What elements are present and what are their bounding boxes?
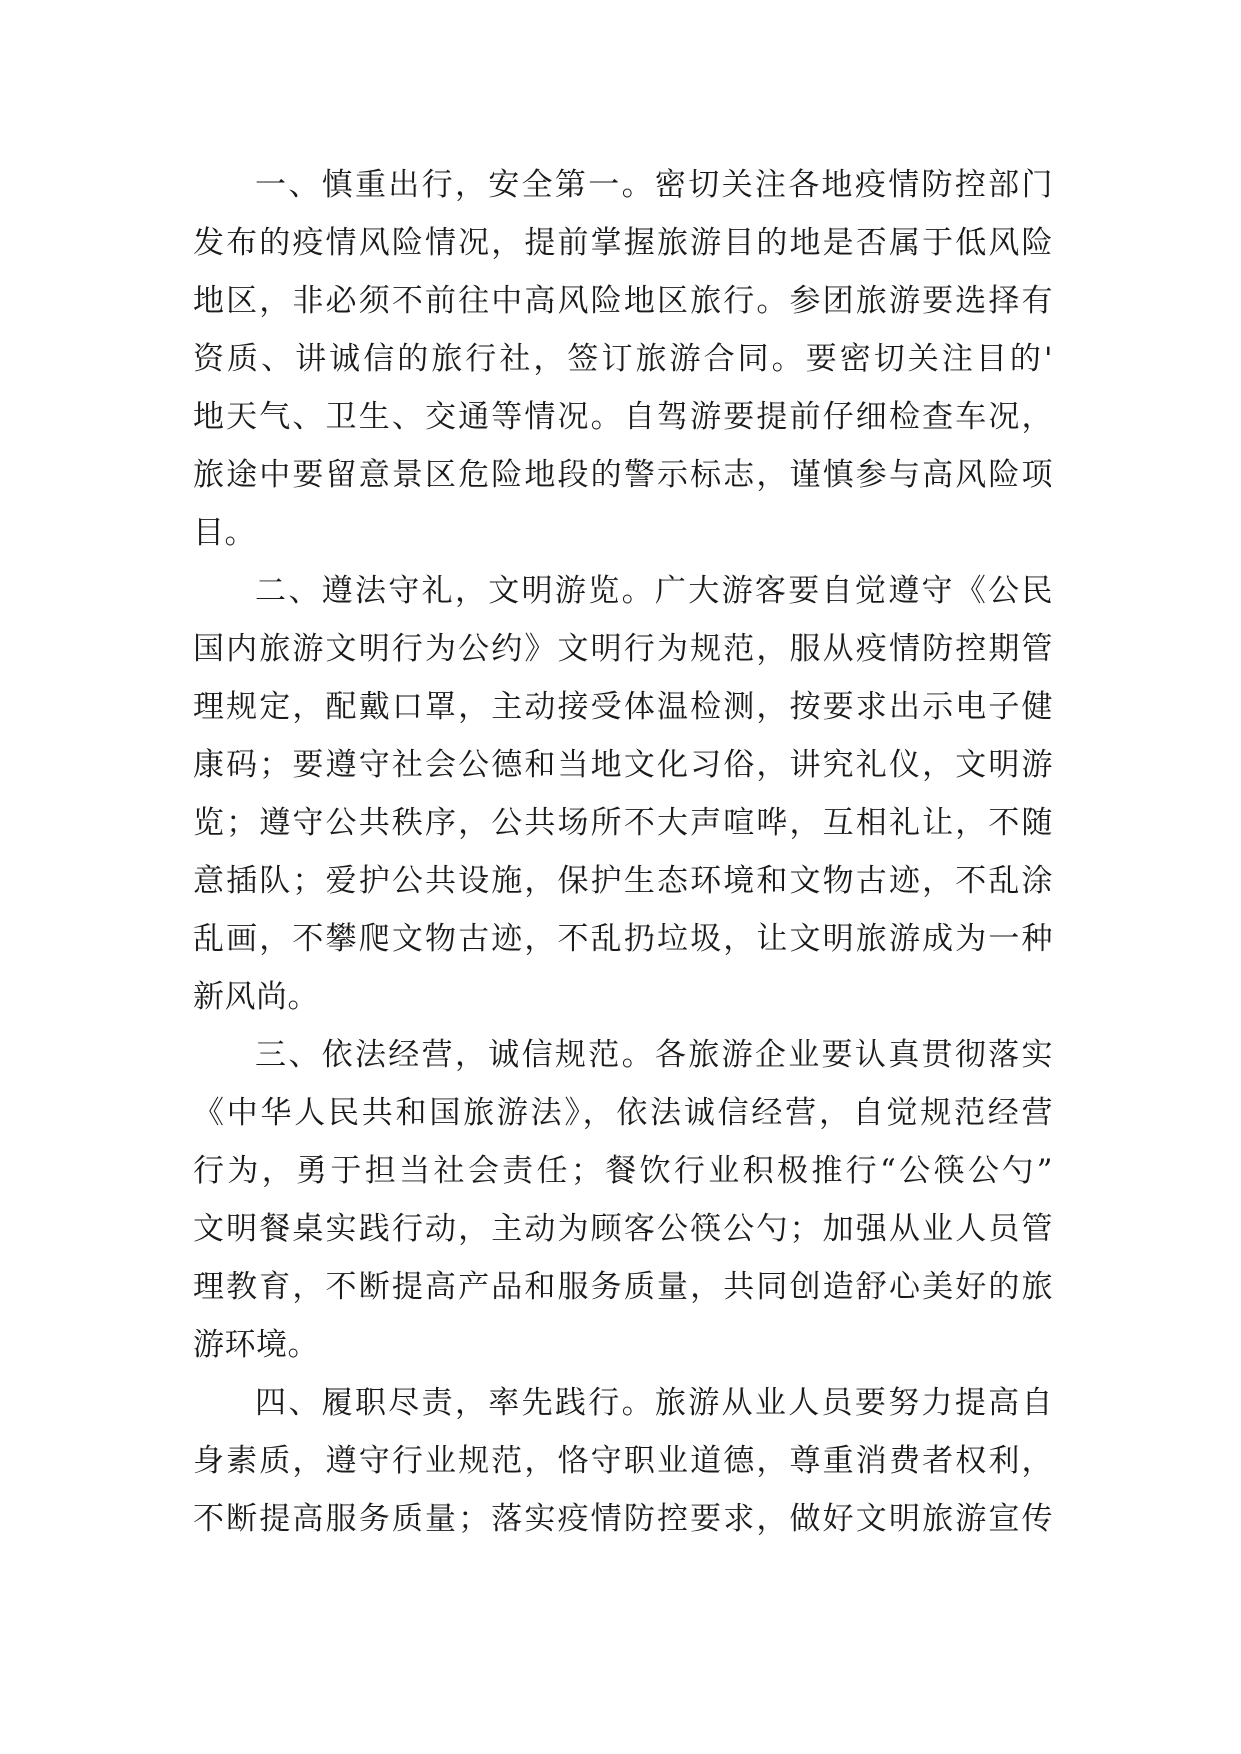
paragraph-line: 一、慎重出行，安全第一。密切关注各地疫情防控部门 <box>255 167 1053 203</box>
paragraph-2 <box>193 562 1053 1026</box>
paragraph-line: 地天气、卫生、交通等情况。自驾游要提前仔细检查车况， <box>193 399 1053 435</box>
paragraph-line: 国内旅游文明行为公约》文明行为规范，服从疫情防控期管 <box>193 631 1053 667</box>
paragraph-line: 新风尚。 <box>193 979 319 1015</box>
paragraph-4 <box>193 1374 1053 1548</box>
paragraph-line: 目。 <box>193 515 256 551</box>
paragraph-line: 游环境。 <box>193 1327 319 1363</box>
paragraph-1 <box>193 156 1053 562</box>
paragraph-line: 地区，非必须不前往中高风险地区旅行。参团旅游要选择有 <box>193 283 1053 319</box>
paragraph-line: 四、履职尽责，率先践行。旅游从业人员要努力提高自 <box>255 1385 1053 1421</box>
paragraph-line: 康码；要遵守社会公德和当地文化习俗，讲究礼仪，文明游 <box>193 747 1053 783</box>
paragraph-line: 行为，勇于担当社会责任；餐饮行业积极推行“公筷公勺” <box>193 1153 1053 1189</box>
paragraph-line: 二、遵法守礼，文明游览。广大游客要自觉遵守《公民 <box>255 573 1053 609</box>
paragraph-line: 旅途中要留意景区危险地段的警示标志，谨慎参与高风险项 <box>193 457 1053 493</box>
paragraph-line: 理规定，配戴口罩，主动接受体温检测，按要求出示电子健 <box>193 689 1053 725</box>
document-body <box>193 156 1053 1548</box>
paragraph-line: 文明餐桌实践行动，主动为顾客公筷公勺；加强从业人员管 <box>193 1211 1053 1247</box>
paragraph-3 <box>193 1026 1053 1374</box>
paragraph-line: 资质、讲诚信的旅行社，签订旅游合同。要密切关注目的' <box>193 341 1053 377</box>
paragraph-line: 三、依法经营，诚信规范。各旅游企业要认真贯彻落实 <box>255 1037 1053 1073</box>
paragraph-line: 乱画，不攀爬文物古迹，不乱扔垃圾，让文明旅游成为一种 <box>193 921 1053 957</box>
paragraph-line: 览；遵守公共秩序，公共场所不大声喧哗，互相礼让，不随 <box>193 805 1053 841</box>
paragraph-line: 不断提高服务质量；落实疫情防控要求，做好文明旅游宣传 <box>193 1501 1053 1537</box>
paragraph-line: 发布的疫情风险情况，提前掌握旅游目的地是否属于低风险 <box>193 225 1053 261</box>
paragraph-line: 《中华人民共和国旅游法》，依法诚信经营，自觉规范经营 <box>193 1095 1053 1131</box>
paragraph-line: 理教育，不断提高产品和服务质量，共同创造舒心美好的旅 <box>193 1269 1053 1305</box>
paragraph-line: 意插队；爱护公共设施，保护生态环境和文物古迹，不乱涂 <box>193 863 1053 899</box>
paragraph-line: 身素质，遵守行业规范，恪守职业道德，尊重消费者权利， <box>193 1443 1053 1479</box>
